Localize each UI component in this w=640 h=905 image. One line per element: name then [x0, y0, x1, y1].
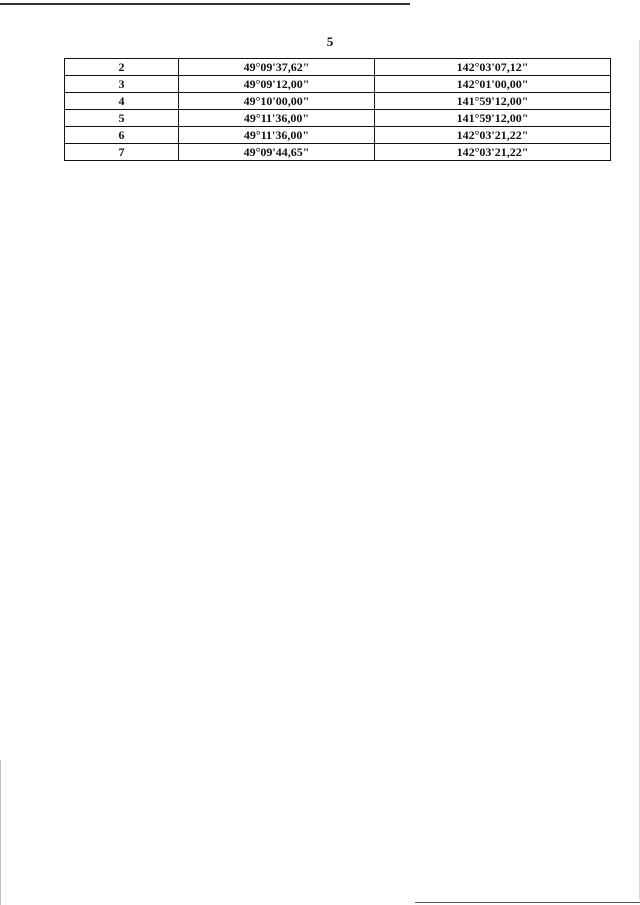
point-number-cell: 5 [65, 110, 179, 127]
point-number-cell: 2 [65, 59, 179, 76]
coordinates-table [64, 58, 611, 161]
scan-edge-left [0, 760, 1, 905]
table-row [65, 127, 611, 144]
table-row [65, 76, 611, 93]
scan-edge-bottom [415, 902, 640, 903]
longitude-cell: 142°03'21,22" [375, 127, 611, 144]
table-row [65, 110, 611, 127]
longitude-cell: 141°59'12,00" [375, 110, 611, 127]
latitude-cell: 49°11'36,00" [179, 110, 375, 127]
table-row [65, 93, 611, 110]
latitude-cell: 49°09'44,65" [179, 144, 375, 161]
point-number-cell: 6 [65, 127, 179, 144]
latitude-cell: 49°09'37,62" [179, 59, 375, 76]
point-number-cell: 4 [65, 93, 179, 110]
latitude-cell: 49°11'36,00" [179, 127, 375, 144]
latitude-cell: 49°10'00,00" [179, 93, 375, 110]
scan-edge-top [0, 3, 410, 5]
point-number-cell: 3 [65, 76, 179, 93]
longitude-cell: 142°03'21,22" [375, 144, 611, 161]
page-number: 5 [326, 34, 334, 49]
point-number-cell: 7 [65, 144, 179, 161]
longitude-cell: 141°59'12,00" [375, 93, 611, 110]
latitude-cell: 49°09'12,00" [179, 76, 375, 93]
longitude-cell: 142°01'00,00" [375, 76, 611, 93]
table-row [65, 59, 611, 76]
longitude-cell: 142°03'07,12" [375, 59, 611, 76]
table-row [65, 144, 611, 161]
